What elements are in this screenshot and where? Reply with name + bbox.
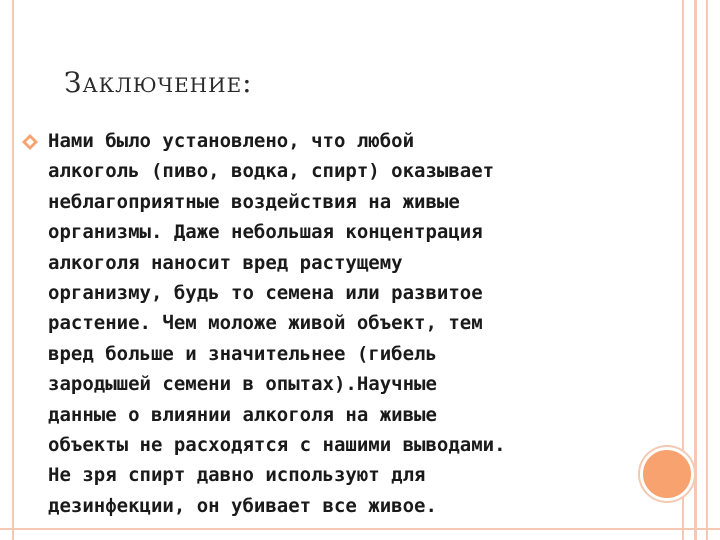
paragraph-line: зародышей семени в опытах).Научные xyxy=(48,373,437,396)
paragraph-line: организму, будь то семена или развитое xyxy=(48,282,483,305)
paragraph-line: алкоголь (пиво, водка, спирт) оказывает xyxy=(48,160,495,183)
paragraph-line: дезинфекции, он убивает все живое. xyxy=(48,494,437,517)
diamond-bullet-icon xyxy=(22,134,38,150)
slide-title: Заключение: xyxy=(64,66,253,99)
paragraph-line: вред больше и значительнее (гибель xyxy=(48,342,437,365)
paragraph-line: Не зря спирт давно используют для xyxy=(48,464,426,487)
paragraph-line: организмы. Даже небольшая концентрация xyxy=(48,221,483,244)
paragraph-line: Нами было установлено, что любой xyxy=(48,130,415,152)
decorative-circle xyxy=(640,447,694,501)
paragraph-line: неблагоприятные воздействия на живые xyxy=(48,190,460,213)
paragraph-line: алкоголя наносит вред растущему xyxy=(48,251,403,274)
frame-bottom-line xyxy=(0,528,720,530)
paragraph-line: растение. Чем моложе живой объект, тем xyxy=(48,312,483,335)
bullet-paragraph xyxy=(48,126,638,521)
frame-right-line xyxy=(694,0,697,540)
paragraph-line: данные о влиянии алкоголя на живые xyxy=(48,403,437,426)
paragraph-line: объекты не расходятся с нашими выводами. xyxy=(48,434,506,457)
frame-right-line xyxy=(706,0,708,540)
frame-left-line xyxy=(12,0,14,540)
